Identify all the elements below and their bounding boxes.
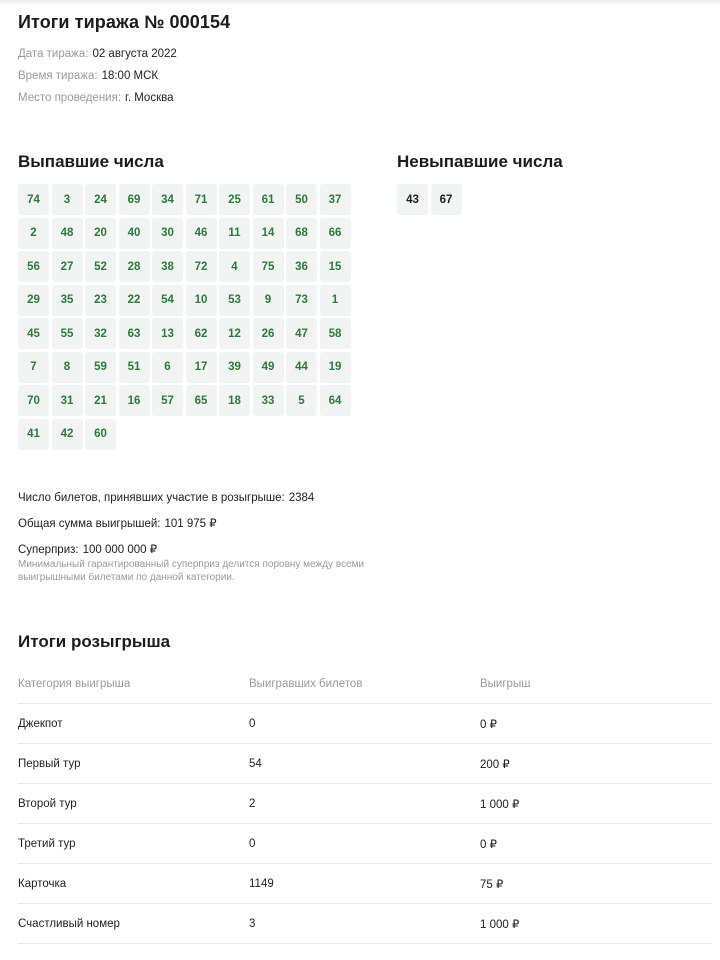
- number-ball: 37: [320, 184, 351, 215]
- number-ball: 48: [52, 218, 83, 249]
- superprize: [18, 542, 157, 556]
- number-ball: 59: [85, 352, 116, 383]
- number-ball: 75: [253, 251, 284, 282]
- number-ball: 30: [152, 218, 183, 249]
- number-ball: 52: [85, 251, 116, 282]
- number-ball: 62: [186, 318, 217, 349]
- number-ball: 13: [152, 318, 183, 349]
- number-ball: 41: [18, 419, 49, 450]
- number-ball: 70: [18, 385, 49, 416]
- table-header-row: [18, 664, 712, 704]
- table-row: [18, 744, 712, 784]
- number-ball: 50: [286, 184, 317, 215]
- number-ball: 46: [186, 218, 217, 249]
- table-row: [18, 824, 712, 864]
- column-header-winners: Выигравших билетов: [249, 664, 480, 704]
- cell-prize: 0 ₽: [480, 704, 712, 744]
- tickets-count: [18, 492, 314, 504]
- number-ball: 72: [186, 251, 217, 282]
- number-ball: 55: [52, 318, 83, 349]
- number-ball: 39: [219, 352, 250, 383]
- number-ball: 1: [320, 285, 351, 316]
- drawn-numbers-grid: [18, 184, 358, 452]
- cell-category: Карточка: [18, 864, 249, 904]
- number-ball: 3: [52, 184, 83, 215]
- total-winnings: [18, 516, 217, 530]
- number-ball: 61: [253, 184, 284, 215]
- number-ball: 69: [119, 184, 150, 215]
- number-ball: 34: [152, 184, 183, 215]
- number-ball: 20: [85, 218, 116, 249]
- number-ball: 58: [320, 318, 351, 349]
- number-ball: 29: [18, 285, 49, 316]
- number-ball: 49: [253, 352, 284, 383]
- table-row: [18, 704, 712, 744]
- number-ball: 42: [52, 419, 83, 450]
- cell-prize: 0 ₽: [480, 824, 712, 864]
- number-ball: 9: [253, 285, 284, 316]
- number-ball: 57: [152, 385, 183, 416]
- number-ball: 47: [286, 318, 317, 349]
- number-ball: 27: [52, 251, 83, 282]
- meta-draw-date: [18, 48, 177, 60]
- number-ball: 8: [52, 352, 83, 383]
- number-ball: 21: [85, 385, 116, 416]
- cell-prize: 1 000 ₽: [480, 784, 712, 824]
- meta-draw-time: [18, 70, 158, 82]
- number-ball: 4: [219, 251, 250, 282]
- number-ball: 33: [253, 385, 284, 416]
- number-ball: 5: [286, 385, 317, 416]
- number-ball: 63: [119, 318, 150, 349]
- cell-winners: 0: [249, 704, 480, 744]
- number-ball: 56: [18, 251, 49, 282]
- meta-label: Время тиража:: [18, 70, 98, 82]
- number-ball: 23: [85, 285, 116, 316]
- cell-category: Второй тур: [18, 784, 249, 824]
- total-label: Общая сумма выигрышей:: [18, 518, 161, 530]
- number-ball: 44: [286, 352, 317, 383]
- number-ball: 31: [52, 385, 83, 416]
- number-ball: 25: [219, 184, 250, 215]
- number-ball: 19: [320, 352, 351, 383]
- results-table: [18, 664, 712, 944]
- number-ball: 16: [119, 385, 150, 416]
- number-ball: 2: [18, 218, 49, 249]
- number-ball: 65: [186, 385, 217, 416]
- number-ball: 32: [85, 318, 116, 349]
- number-ball: 22: [119, 285, 150, 316]
- number-ball: 36: [286, 251, 317, 282]
- number-ball: 7: [18, 352, 49, 383]
- not-drawn-numbers-grid: [397, 184, 517, 218]
- number-ball: 10: [186, 285, 217, 316]
- superprize-label: Суперприз:: [18, 544, 79, 556]
- number-ball: 43: [397, 184, 428, 215]
- cell-category: Джекпот: [18, 704, 249, 744]
- number-ball: 54: [152, 285, 183, 316]
- cell-winners: 3: [249, 904, 480, 944]
- number-ball: 15: [320, 251, 351, 282]
- number-ball: 18: [219, 385, 250, 416]
- cell-category: Третий тур: [18, 824, 249, 864]
- tickets-value: 2384: [288, 492, 315, 504]
- number-ball: 38: [152, 251, 183, 282]
- cell-prize: 75 ₽: [480, 864, 712, 904]
- column-header-prize: Выигрыш: [480, 664, 712, 704]
- number-ball: 68: [286, 218, 317, 249]
- number-ball: 51: [119, 352, 150, 383]
- number-ball: 24: [85, 184, 116, 215]
- meta-value: 18:00 МСК: [101, 70, 159, 82]
- column-header-category: Категория выигрыша: [18, 664, 249, 704]
- meta-value: 02 августа 2022: [92, 48, 177, 60]
- meta-label: Место проведения:: [18, 92, 122, 104]
- meta-label: Дата тиража:: [18, 48, 89, 60]
- results-title: Итоги розыгрыша: [18, 632, 171, 651]
- not-drawn-numbers-title: Невыпавшие числа: [397, 152, 563, 171]
- cell-prize: 200 ₽: [480, 744, 712, 784]
- cell-winners: 54: [249, 744, 480, 784]
- cell-category: Счастливый номер: [18, 904, 249, 944]
- number-ball: 40: [119, 218, 150, 249]
- number-ball: 73: [286, 285, 317, 316]
- number-ball: 66: [320, 218, 351, 249]
- table-row: [18, 904, 712, 944]
- cell-prize: 1 000 ₽: [480, 904, 712, 944]
- meta-value: г. Москва: [125, 92, 174, 104]
- number-ball: 53: [219, 285, 250, 316]
- number-ball: 11: [219, 218, 250, 249]
- cell-winners: 1149: [249, 864, 480, 904]
- number-ball: 64: [320, 385, 351, 416]
- number-ball: 45: [18, 318, 49, 349]
- meta-draw-place: [18, 92, 173, 104]
- table-row: [18, 784, 712, 824]
- number-ball: 67: [431, 184, 462, 215]
- number-ball: 28: [119, 251, 150, 282]
- superprize-value: 100 000 000 ₽: [82, 544, 158, 556]
- table-row: [18, 864, 712, 904]
- number-ball: 6: [152, 352, 183, 383]
- page-title: Итоги тиража № 000154: [18, 12, 231, 32]
- drawn-numbers-title: Выпавшие числа: [18, 152, 164, 171]
- number-ball: 26: [253, 318, 284, 349]
- cell-winners: 0: [249, 824, 480, 864]
- number-ball: 14: [253, 218, 284, 249]
- tickets-label: Число билетов, принявших участие в розыгрыше:: [18, 492, 285, 504]
- number-ball: 12: [219, 318, 250, 349]
- cell-winners: 2: [249, 784, 480, 824]
- number-ball: 35: [52, 285, 83, 316]
- top-shadow: [0, 0, 720, 6]
- cell-category: Первый тур: [18, 744, 249, 784]
- total-value: 101 975 ₽: [164, 518, 217, 530]
- superprize-note: Минимальный гарантированный суперприз делится поровну между всеми выигрышными билетами по данной категории.: [18, 559, 365, 583]
- number-ball: 17: [186, 352, 217, 383]
- number-ball: 71: [186, 184, 217, 215]
- number-ball: 60: [85, 419, 116, 450]
- number-ball: 74: [18, 184, 49, 215]
